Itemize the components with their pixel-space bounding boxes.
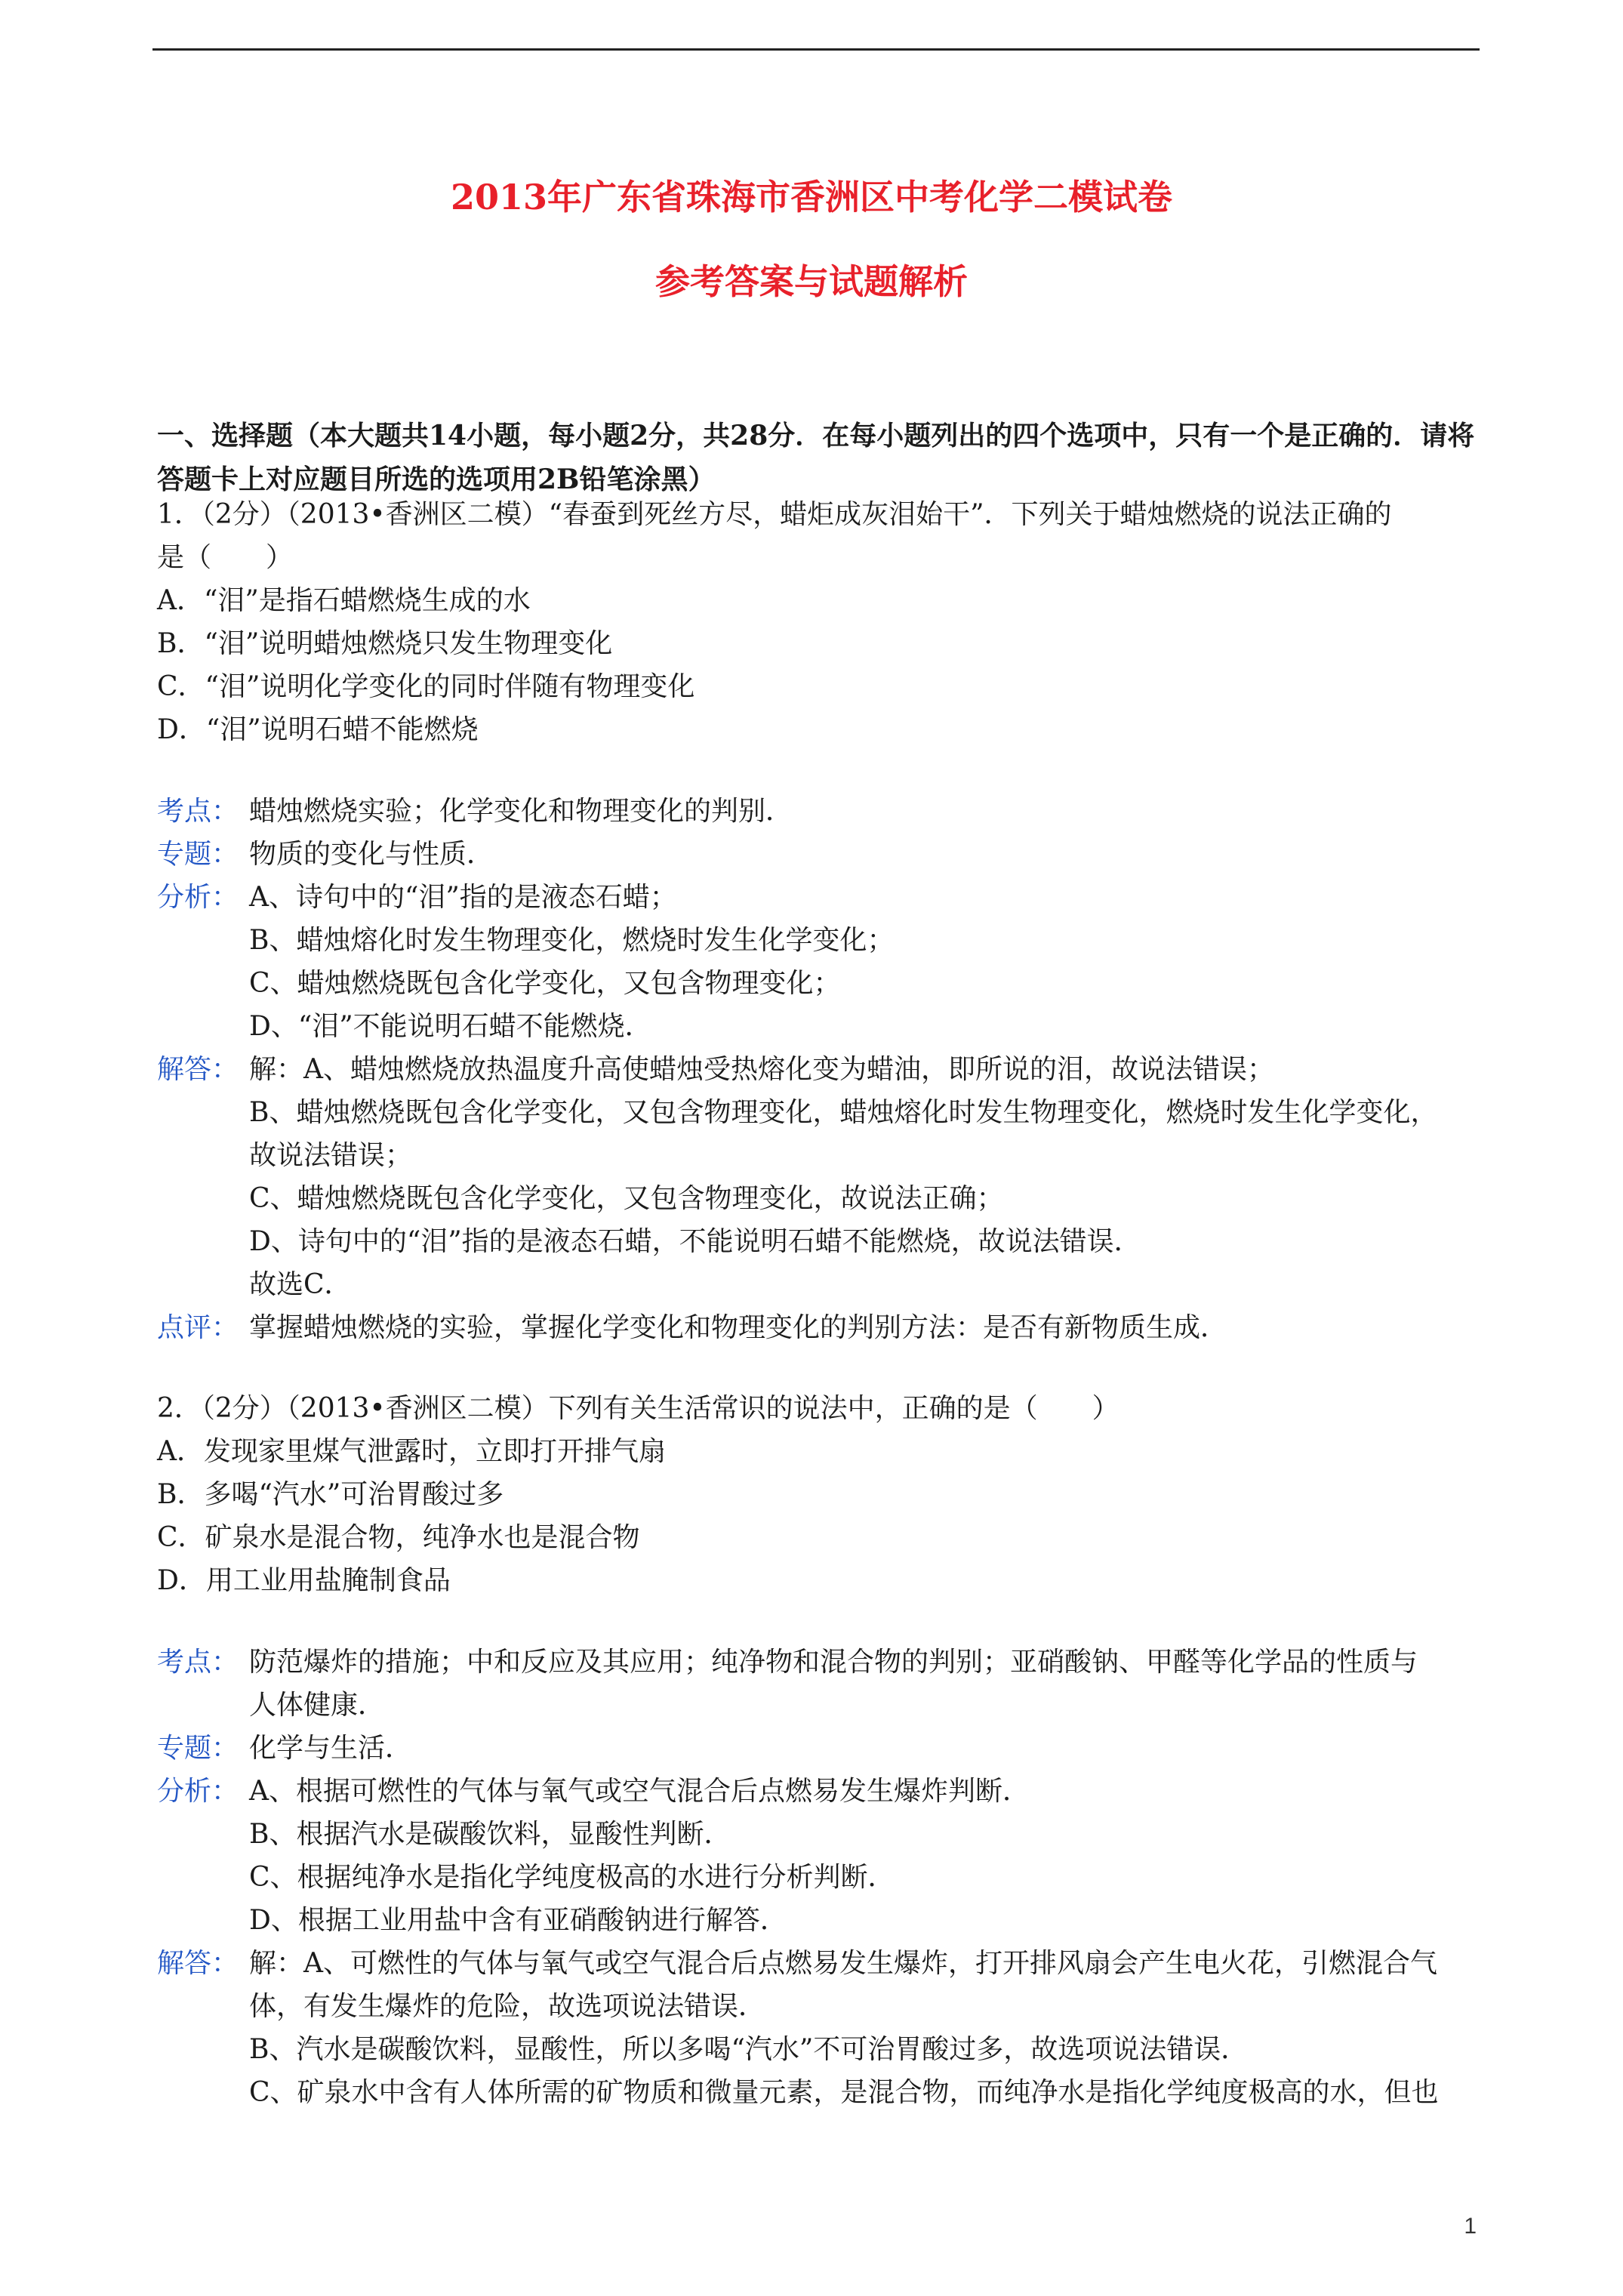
document-subtitle: 参考答案与试题解析: [655, 261, 968, 302]
q2-fenxi-line: B、根据汽水是碳酸饮料，显酸性判断．: [249, 1819, 731, 1850]
q2-jieda-line: 体，有发生爆炸的危险，故选项说法错误．: [249, 1991, 766, 2022]
q1-dianping-label: 点评：: [157, 1312, 239, 1343]
q1-option-d: D．“泪”说明石蜡不能燃烧: [157, 714, 479, 745]
q2-zhuanti-label: 专题：: [157, 1733, 239, 1764]
q2-fenxi-line: C、根据纯净水是指化学纯度极高的水进行分析判断．: [249, 1862, 895, 1893]
q1-kaodian-label: 考点：: [157, 796, 239, 827]
q2-jieda-label: 解答：: [157, 1948, 239, 1979]
q2-zhuanti-text: 化学与生活．: [249, 1733, 413, 1764]
q1-jieda-line: 故说法错误；: [249, 1140, 413, 1171]
q1-fenxi-line: B、蜡烛熔化时发生物理变化，燃烧时发生化学变化；: [249, 925, 895, 956]
q1-option-b: B．“泪”说明蜡烛燃烧只发生物理变化: [157, 628, 613, 659]
q1-zhuanti-text: 物质的变化与性质．: [249, 839, 494, 870]
q2-stem: 2．（2分）（2013•香洲区二模）下列有关生活常识的说法中，正确的是（ ）: [157, 1393, 1119, 1424]
q1-fenxi-label: 分析：: [157, 882, 239, 913]
q2-kaodian-line: 人体健康．: [249, 1690, 386, 1721]
q2-jieda-line: 解：A、可燃性的气体与氧气或空气混合后点燃易发生爆炸，打开排风扇会产生电火花，引燃混合气: [249, 1948, 1437, 1979]
q1-stem-line-2: 是（ ）: [157, 542, 294, 573]
q1-fenxi-line: D、“泪”不能说明石蜡不能燃烧．: [249, 1011, 652, 1042]
page-number: 1: [1464, 2214, 1477, 2239]
q1-jieda-line: D、诗句中的“泪”指的是液态石蜡，不能说明石蜡不能燃烧，故说法错误．: [249, 1226, 1141, 1257]
q2-option-d: D．用工业用盐腌制食品: [157, 1565, 451, 1596]
q2-option-c: C．矿泉水是混合物，纯净水也是混合物: [157, 1522, 640, 1553]
q1-jieda-line: 解：A、蜡烛燃烧放热温度升高使蜡烛受热熔化变为蜡油，即所说的泪，故说法错误；: [249, 1054, 1274, 1085]
q1-kaodian-text: 蜡烛燃烧实验；化学变化和物理变化的判别．: [249, 796, 793, 827]
header-rule: [152, 48, 1480, 51]
q1-stem-line-1: 1．（2分）（2013•香洲区二模）“春蚕到死丝方尽，蜡炬成灰泪始干”．下列关于蜡烛燃烧的说法正确的: [157, 499, 1392, 530]
q2-kaodian-label: 考点：: [157, 1647, 239, 1678]
section-heading: 一、选择题（本大题共14小题，每小题2分，共28分．在每小题列出的四个选项中，只有一个是正确的．请将答题卡上对应题目所选的选项用2B铅笔涂黑）: [157, 420, 1475, 495]
q1-jieda-line: C、蜡烛燃烧既包含化学变化，又包含物理变化，故说法正确；: [249, 1183, 1004, 1214]
document-title: 2013年广东省珠海市香洲区中考化学二模试卷: [450, 177, 1173, 217]
q2-fenxi-line: D、根据工业用盐中含有亚硝酸钠进行解答．: [249, 1905, 787, 1936]
q1-jieda-line: 故选C．: [249, 1269, 352, 1300]
q1-fenxi-line: C、蜡烛燃烧既包含化学变化，又包含物理变化；: [249, 968, 841, 999]
q2-option-b: B．多喝“汽水”可治胃酸过多: [157, 1479, 504, 1510]
q1-fenxi-line: A、诗句中的“泪”指的是液态石蜡；: [249, 882, 677, 913]
q2-kaodian-line: 防范爆炸的措施；中和反应及其应用；纯净物和混合物的判别；亚硝酸钠、甲醛等化学品的性质与: [249, 1647, 1418, 1678]
q2-option-a: A．发现家里煤气泄露时，立即打开排气扇: [157, 1436, 666, 1467]
q1-dianping-text: 掌握蜡烛燃烧的实验，掌握化学变化和物理变化的判别方法：是否有新物质生成．: [249, 1312, 1228, 1343]
q2-jieda-line: B、汽水是碳酸饮料，显酸性，所以多喝“汽水”不可治胃酸过多，故选项说法错误．: [249, 2034, 1249, 2065]
q2-jieda-line: C、矿泉水中含有人体所需的矿物质和微量元素，是混合物，而纯净水是指化学纯度极高的水，但也: [249, 2077, 1439, 2108]
q1-option-a: A．“泪”是指石蜡燃烧生成的水: [157, 585, 531, 616]
q2-fenxi-line: A、根据可燃性的气体与氧气或空气混合后点燃易发生爆炸判断．: [249, 1776, 1030, 1807]
q1-option-c: C．“泪”说明化学变化的同时伴随有物理变化: [157, 671, 695, 702]
q1-zhuanti-label: 专题：: [157, 839, 239, 870]
q1-jieda-line: B、蜡烛燃烧既包含化学变化，又包含物理变化，蜡烛熔化时发生物理变化，燃烧时发生化学变化，: [249, 1097, 1438, 1128]
q1-jieda-label: 解答：: [157, 1054, 239, 1085]
q2-fenxi-label: 分析：: [157, 1776, 239, 1807]
